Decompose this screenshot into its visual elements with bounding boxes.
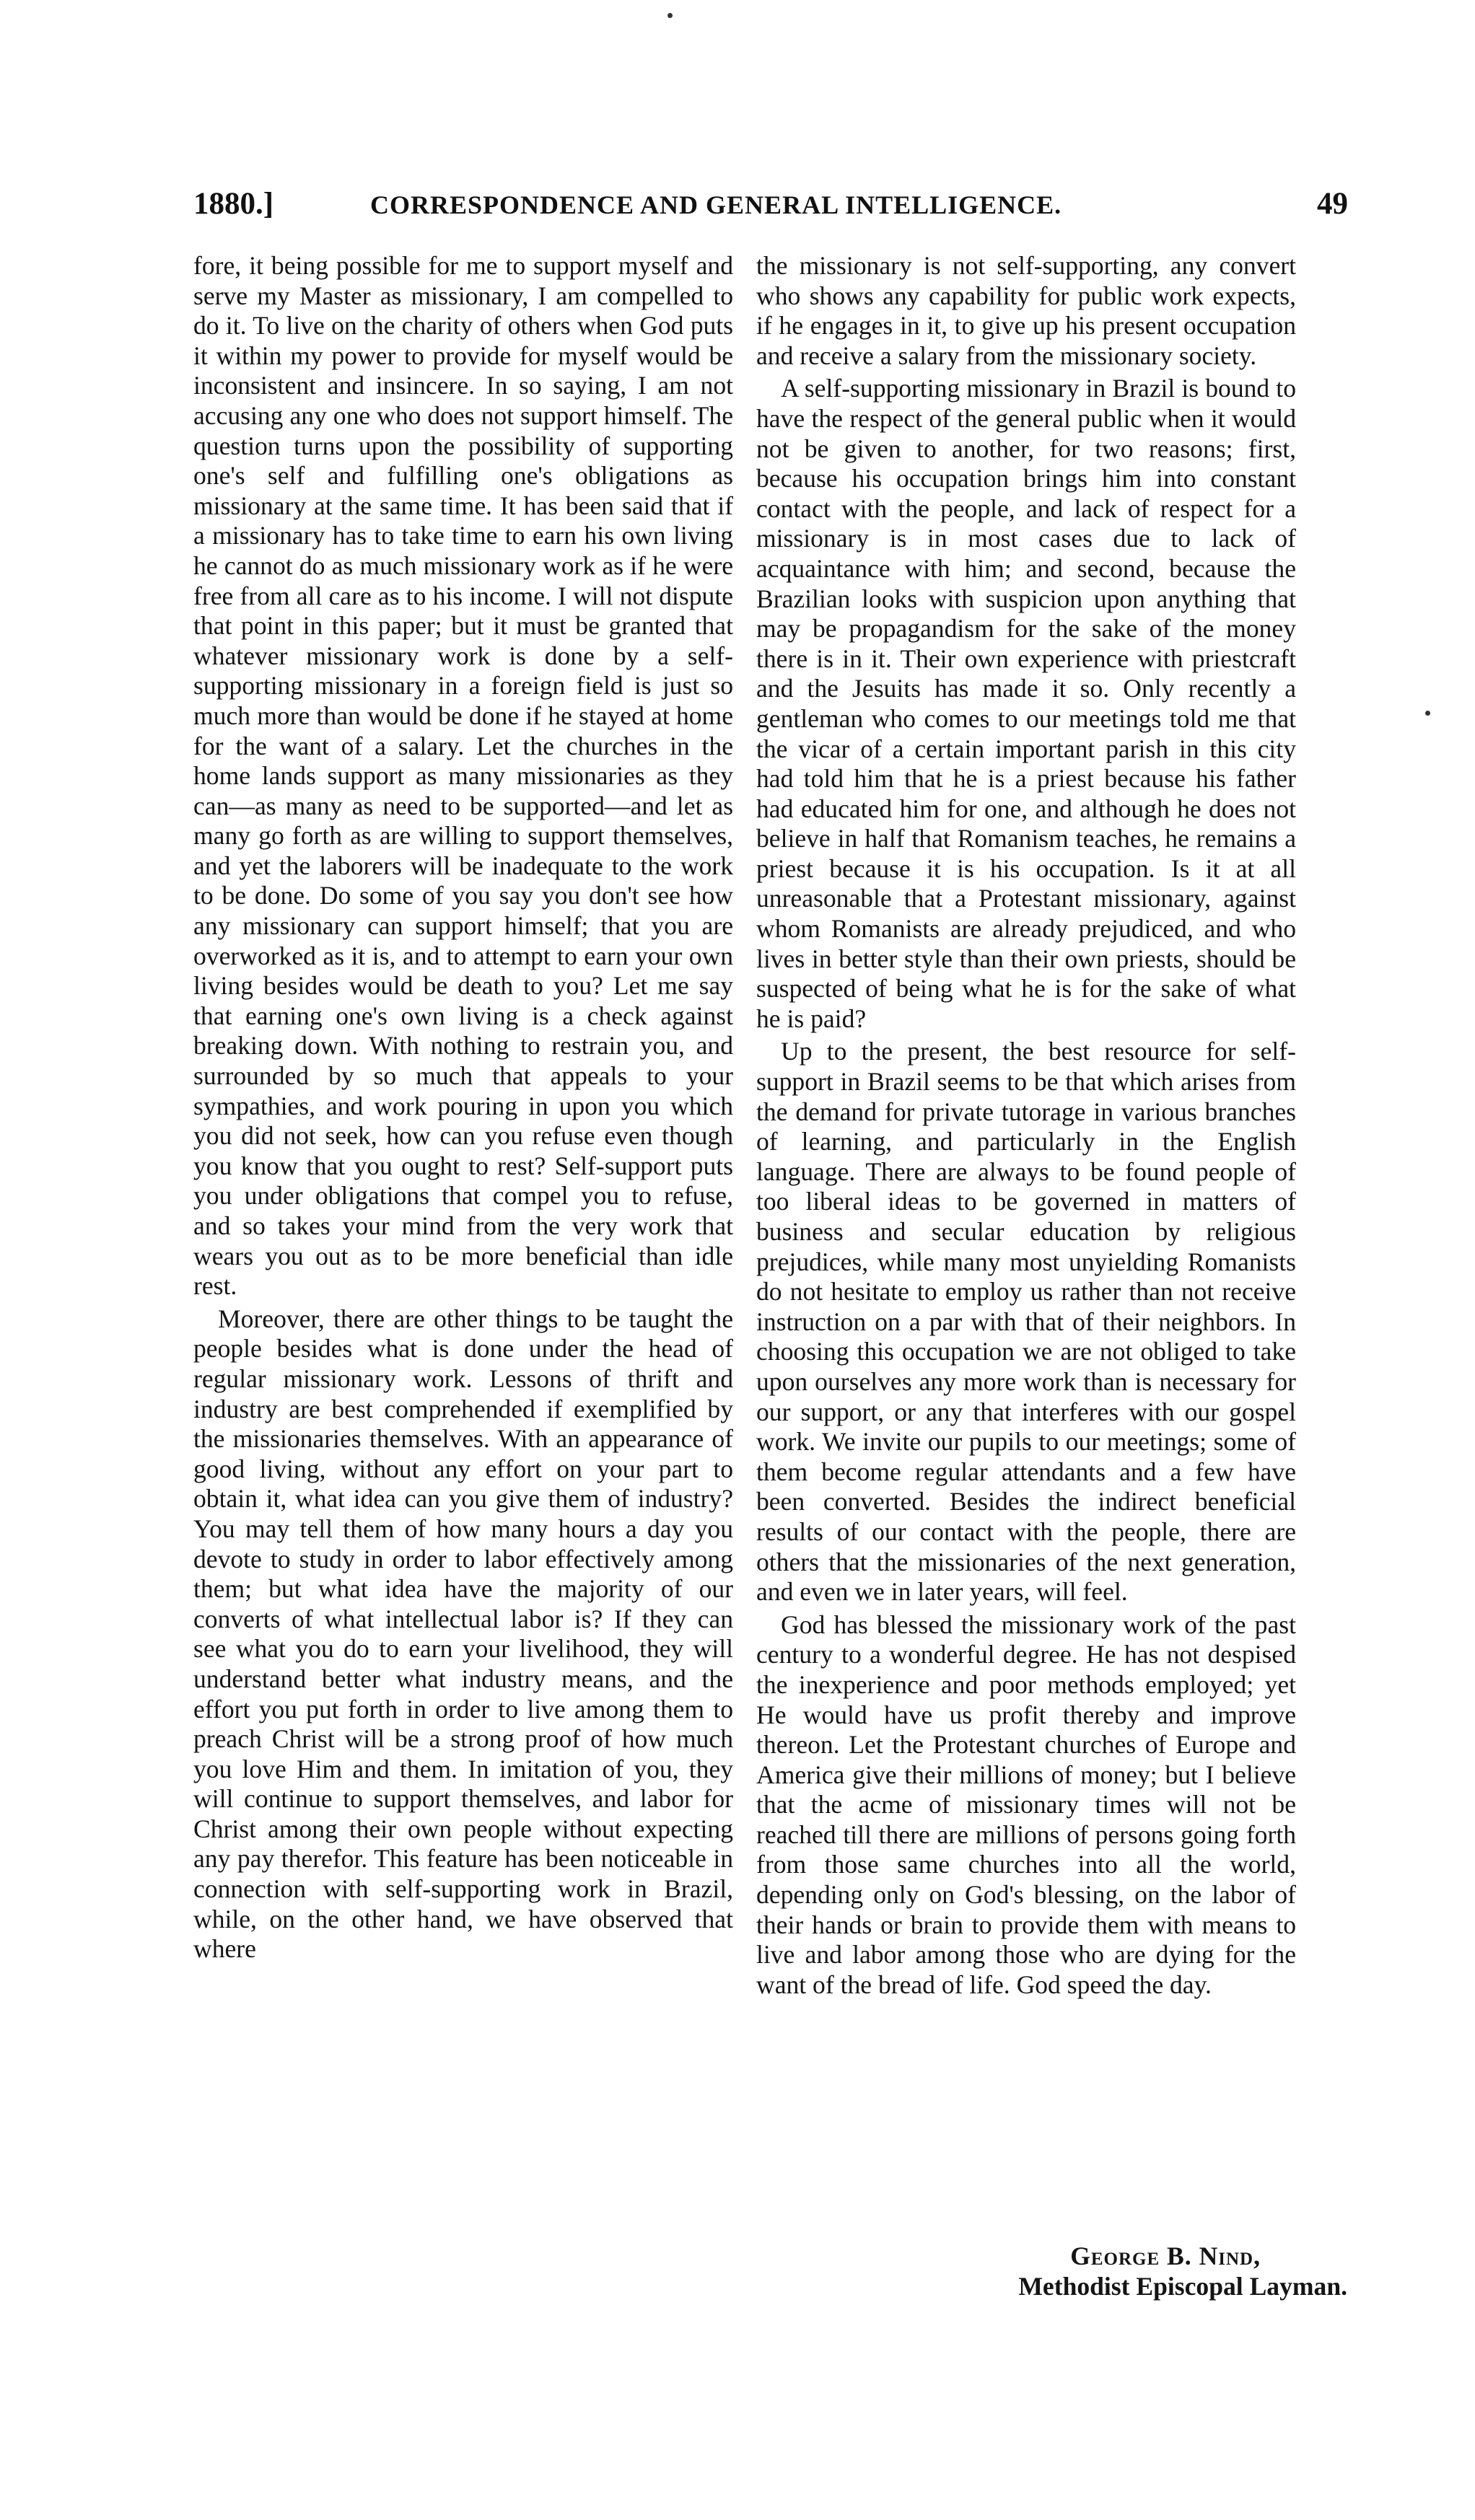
paragraph: Moreover, there are other things to be taught the people besides what is done under the head of regular missionary work. Lessons of thrift and industry are best comprehended if exemplified by the missionaries themselves. With an appearance of good living, without any effort on your part to obtain it, what idea can you give them of industry? You may tell them of how many hours a day you devote to study in order to labor effectively among them; but what idea have the majority of our converts of what intellectual labor is? If they can see what you do to earn your livelihood, they will understand better what industry means, and the effort you put forth in order to live among them to preach Christ will be a strong proof of how much you love Him and them. In imitation of you, they will continue to support themselves, and labor for Christ among their own people without expecting any pay therefor. This feature has been noticeable in connection with self-supporting work in Brazil, while, on the other hand, we have observed that where [193,1304,733,1964]
signature-block [756,2241,1349,2313]
author-title: Methodist Episcopal Layman. [1018,2272,1347,2301]
header-year: 1880.] [193,187,274,221]
paragraph: Up to the present, the best resource for self-support in Brazil seems to be that which arises from the demand for private tutorage in various branches of learning, and particularly in the English language. There are always to be found people of too liberal ideas to be governed in matters of business and secular education by religious prejudices, while many most unyielding Romanists do not hesitate to employ us rather than not receive instruction on a par with that of their neighbors. In choosing this occupation we are not obliged to take upon ourselves any more work than is necessary for our support, or any that interferes with our gospel work. We invite our pupils to our meetings; some of them become regular attendants and a few have been converted. Besides the indirect beneficial results of our contact with the people, there are others that the missionaries of the next generation, and even we in later years, will feel. [756,1037,1296,1607]
print-speck [1425,711,1430,716]
author-name: George B. Nind, [1070,2242,1261,2270]
paragraph: God has blessed the missionary work of the past century to a wonderful degree. He has not despised the inexperience and poor methods employed; yet He would have us profit thereby and improve thereon. Let the Protestant churches of Europe and America give their millions of money; but I believe that the acme of missionary times will not be reached till there are millions of persons going forth from those same churches into all the world, depending only on God's blessing, on the labor of their hands or brain to provide them with means to live and labor among those who are dying for the want of the bread of life. God speed the day. [756,1610,1296,1999]
left-column [193,251,733,1964]
paragraph: the missionary is not self-supporting, any convert who shows any capability for public work expects, if he engages in it, to give up his present occupation and receive a salary from the missionary society. [756,251,1296,370]
running-header [193,186,1348,227]
page-number: 49 [1317,187,1348,221]
right-column [756,251,1296,2000]
paragraph: A self-supporting missionary in Brazil is bound to have the respect of the general public when it would not be given to another, for two reasons; first, because his occupation brings him into constant contact with the people, and lack of respect for a missionary is in most cases due to lack of acquaintance with him; and second, because the Brazilian looks with suspicion upon anything that may be propagandism for the sake of the money there is in it. Their own experience with priestcraft and the Jesuits has made it so. Only recently a gentleman who comes to our meetings told me that the vicar of a certain important parish in this city had told him that he is a priest because his father had educated him for one, and although he does not believe in half that Romanism teaches, he remains a priest because it is his occupation. Is it at all unreasonable that a Protestant missionary, against whom Romanists are already prejudiced, and who lives in better style than their own priests, should be suspected of being what he is for the sake of what he is paid? [756,374,1296,1033]
print-speck [668,13,673,18]
header-title: CORRESPONDENCE AND GENERAL INTELLIGENCE. [370,190,1062,219]
paragraph: fore, it being possible for me to support myself and serve my Master as missionary, I am compelled to do it. To live on the charity of others when God puts it within my power to provide for myself would be inconsistent and insincere. In so saying, I am not accusing any one who does not support himself. The question turns upon the possibility of supporting one's self and fulfilling one's obligations as missionary at the same time. It has been said that if a missionary has to take time to earn his own living he cannot do as much missionary work as if he were free from all care as to his income. I will not dispute that point in this paper; but it must be granted that whatever missionary work is done by a self-supporting missionary in a foreign field is just so much more than would be done if he stayed at home for the want of a salary. Let the churches in the home lands support as many missionaries as they can—as many as need to be supported—and let as many go forth as are willing to support themselves, and yet the laborers will be inadequate to the work to be done. Do some of you say you don't see how any missionary can support himself; that you are overworked as it is, and to attempt to earn your own living besides would be death to you? Let me say that earning one's own living is a check against breaking down. With nothing to restrain you, and surrounded by so much that appeals to your sympathies, and work pouring in upon you which you did not seek, how can you refuse even though you know that you ought to rest? Self-support puts you under obligations that compel you to refuse, and so takes your mind from the very work that wears you out as to be more beneficial than idle rest. [193,251,733,1301]
